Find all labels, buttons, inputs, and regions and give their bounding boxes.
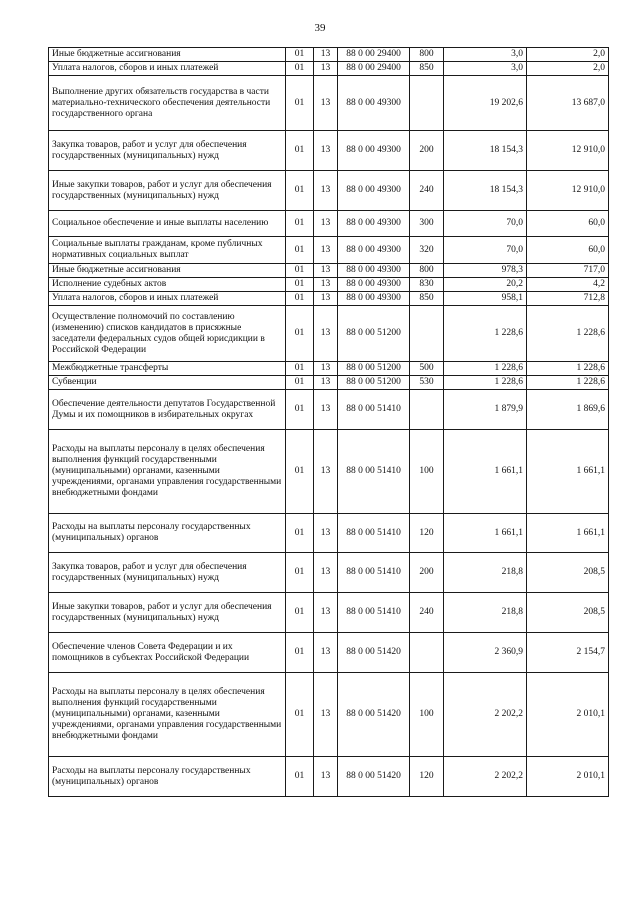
cell-target-article: 88 0 00 49300 [338,237,410,264]
cell-expense-type: 120 [410,757,444,797]
cell-name: Исполнение судебных актов [49,278,286,292]
table-row [49,171,609,211]
table-row [49,62,609,76]
cell-amount-1: 70,0 [444,211,527,237]
cell-section: 01 [286,757,314,797]
cell-subsection: 13 [314,553,338,593]
cell-amount-2: 12 910,0 [527,171,609,211]
cell-expense-type: 850 [410,62,444,76]
cell-expense-type: 800 [410,48,444,62]
table-row [49,211,609,237]
cell-name: Осуществление полномочий по составлению (изменению) списков кандидатов в присяжные заседатели федеральных судов общей юрисдикции в Российской Федерации [49,306,286,362]
table-row [49,362,609,376]
cell-expense-type: 120 [410,514,444,553]
cell-amount-1: 1 661,1 [444,430,527,514]
cell-target-article: 88 0 00 51420 [338,673,410,757]
cell-amount-2: 2,0 [527,48,609,62]
cell-expense-type: 200 [410,553,444,593]
cell-expense-type: 300 [410,211,444,237]
cell-amount-2: 2 010,1 [527,673,609,757]
cell-amount-1: 70,0 [444,237,527,264]
cell-subsection: 13 [314,306,338,362]
cell-amount-2: 1 661,1 [527,430,609,514]
cell-name: Расходы на выплаты персоналу государственных (муниципальных) органов [49,757,286,797]
cell-subsection: 13 [314,593,338,633]
cell-subsection: 13 [314,264,338,278]
cell-amount-2: 1 228,6 [527,362,609,376]
cell-target-article: 88 0 00 49300 [338,264,410,278]
cell-target-article: 88 0 00 49300 [338,211,410,237]
cell-expense-type: 240 [410,593,444,633]
cell-target-article: 88 0 00 51410 [338,390,410,430]
cell-amount-2: 13 687,0 [527,76,609,131]
cell-amount-1: 1 661,1 [444,514,527,553]
cell-expense-type: 200 [410,131,444,171]
page-number: 39 [314,22,326,34]
table-row [49,76,609,131]
cell-expense-type: 530 [410,376,444,390]
cell-target-article: 88 0 00 51410 [338,430,410,514]
cell-subsection: 13 [314,757,338,797]
cell-target-article: 88 0 00 49300 [338,131,410,171]
cell-subsection: 13 [314,171,338,211]
cell-section: 01 [286,362,314,376]
cell-name: Иные бюджетные ассигнования [49,264,286,278]
cell-name: Расходы на выплаты персоналу в целях обеспечения выполнения функций государственными (муниципальными) органами, казенными учреждениями, органами управления государственными внебюджетными фондами [49,673,286,757]
cell-target-article: 88 0 00 51200 [338,376,410,390]
cell-amount-1: 2 202,2 [444,673,527,757]
cell-name: Закупка товаров, работ и услуг для обеспечения государственных (муниципальных) нужд [49,131,286,171]
cell-section: 01 [286,237,314,264]
cell-subsection: 13 [314,514,338,553]
cell-expense-type: 500 [410,362,444,376]
cell-subsection: 13 [314,633,338,673]
cell-section: 01 [286,390,314,430]
cell-expense-type: 830 [410,278,444,292]
table-row [49,278,609,292]
table-row [49,292,609,306]
cell-name: Социальное обеспечение и иные выплаты населению [49,211,286,237]
cell-name: Закупка товаров, работ и услуг для обеспечения государственных (муниципальных) нужд [49,553,286,593]
cell-name: Субвенции [49,376,286,390]
cell-amount-2: 1 228,6 [527,306,609,362]
cell-expense-type: 240 [410,171,444,211]
cell-amount-2: 1 228,6 [527,376,609,390]
cell-amount-1: 18 154,3 [444,131,527,171]
cell-subsection: 13 [314,131,338,171]
cell-name: Расходы на выплаты персоналу государственных (муниципальных) органов [49,514,286,553]
cell-amount-2: 60,0 [527,211,609,237]
cell-name: Обеспечение членов Совета Федерации и их помощников в субъектах Российской Федерации [49,633,286,673]
cell-amount-1: 1 879,9 [444,390,527,430]
cell-amount-1: 218,8 [444,593,527,633]
cell-amount-1: 3,0 [444,48,527,62]
table-row [49,593,609,633]
table-row [49,390,609,430]
cell-amount-2: 717,0 [527,264,609,278]
cell-target-article: 88 0 00 51200 [338,362,410,376]
cell-name: Обеспечение деятельности депутатов Государственной Думы и их помощников в избирательных округах [49,390,286,430]
cell-target-article: 88 0 00 49300 [338,292,410,306]
cell-amount-2: 1 869,6 [527,390,609,430]
cell-subsection: 13 [314,237,338,264]
cell-target-article: 88 0 00 51420 [338,757,410,797]
cell-section: 01 [286,264,314,278]
cell-amount-1: 1 228,6 [444,376,527,390]
cell-expense-type: 100 [410,673,444,757]
cell-subsection: 13 [314,390,338,430]
cell-expense-type: 800 [410,264,444,278]
cell-section: 01 [286,553,314,593]
table-row [49,514,609,553]
cell-subsection: 13 [314,362,338,376]
table-row [49,633,609,673]
cell-section: 01 [286,131,314,171]
cell-subsection: 13 [314,211,338,237]
cell-amount-1: 2 202,2 [444,757,527,797]
cell-section: 01 [286,48,314,62]
cell-amount-2: 2,0 [527,62,609,76]
cell-name: Иные закупки товаров, работ и услуг для обеспечения государственных (муниципальных) нужд [49,171,286,211]
cell-expense-type: 100 [410,430,444,514]
cell-section: 01 [286,430,314,514]
table-row [49,306,609,362]
cell-amount-1: 3,0 [444,62,527,76]
cell-name: Уплата налогов, сборов и иных платежей [49,62,286,76]
cell-section: 01 [286,306,314,362]
cell-section: 01 [286,376,314,390]
cell-amount-1: 958,1 [444,292,527,306]
cell-subsection: 13 [314,376,338,390]
cell-amount-2: 1 661,1 [527,514,609,553]
budget-table [48,47,609,797]
cell-section: 01 [286,278,314,292]
cell-subsection: 13 [314,430,338,514]
cell-section: 01 [286,62,314,76]
cell-name: Межбюджетные трансферты [49,362,286,376]
cell-amount-2: 60,0 [527,237,609,264]
cell-target-article: 88 0 00 49300 [338,171,410,211]
cell-target-article: 88 0 00 51410 [338,553,410,593]
cell-amount-1: 1 228,6 [444,306,527,362]
cell-name: Расходы на выплаты персоналу в целях обеспечения выполнения функций государственными (муниципальными) органами, казенными учреждениями, органами управления государственными внебюджетными фондами [49,430,286,514]
cell-expense-type: 850 [410,292,444,306]
cell-amount-1: 978,3 [444,264,527,278]
cell-expense-type: 320 [410,237,444,264]
cell-subsection: 13 [314,673,338,757]
cell-name: Выполнение других обязательств государства в части материально-технического обеспечения деятельности государственного органа [49,76,286,131]
cell-expense-type [410,306,444,362]
cell-amount-2: 4,2 [527,278,609,292]
cell-amount-2: 2 154,7 [527,633,609,673]
cell-section: 01 [286,514,314,553]
cell-section: 01 [286,292,314,306]
cell-subsection: 13 [314,48,338,62]
cell-target-article: 88 0 00 49300 [338,76,410,131]
cell-name: Уплата налогов, сборов и иных платежей [49,292,286,306]
cell-amount-2: 208,5 [527,553,609,593]
cell-amount-2: 2 010,1 [527,757,609,797]
cell-amount-1: 19 202,6 [444,76,527,131]
cell-section: 01 [286,76,314,131]
table-row [49,131,609,171]
cell-target-article: 88 0 00 51410 [338,514,410,553]
cell-amount-2: 12 910,0 [527,131,609,171]
cell-amount-2: 208,5 [527,593,609,633]
cell-amount-1: 218,8 [444,553,527,593]
cell-amount-1: 18 154,3 [444,171,527,211]
table-row [49,48,609,62]
cell-section: 01 [286,211,314,237]
cell-expense-type [410,390,444,430]
table-row [49,553,609,593]
cell-target-article: 88 0 00 51410 [338,593,410,633]
table-row [49,430,609,514]
cell-section: 01 [286,171,314,211]
table-row [49,757,609,797]
budget-table-body [49,48,609,797]
cell-name: Иные бюджетные ассигнования [49,48,286,62]
cell-subsection: 13 [314,278,338,292]
cell-target-article: 88 0 00 49300 [338,278,410,292]
cell-target-article: 88 0 00 29400 [338,62,410,76]
cell-name: Иные закупки товаров, работ и услуг для обеспечения государственных (муниципальных) нужд [49,593,286,633]
cell-target-article: 88 0 00 51420 [338,633,410,673]
table-row [49,237,609,264]
cell-amount-1: 2 360,9 [444,633,527,673]
cell-amount-2: 712,8 [527,292,609,306]
table-row [49,376,609,390]
cell-section: 01 [286,633,314,673]
cell-target-article: 88 0 00 51200 [338,306,410,362]
cell-name: Социальные выплаты гражданам, кроме публичных нормативных социальных выплат [49,237,286,264]
cell-section: 01 [286,673,314,757]
cell-amount-1: 1 228,6 [444,362,527,376]
table-row [49,673,609,757]
cell-section: 01 [286,593,314,633]
cell-subsection: 13 [314,292,338,306]
cell-target-article: 88 0 00 29400 [338,48,410,62]
cell-amount-1: 20,2 [444,278,527,292]
cell-expense-type [410,633,444,673]
cell-expense-type [410,76,444,131]
cell-subsection: 13 [314,76,338,131]
table-row [49,264,609,278]
cell-subsection: 13 [314,62,338,76]
